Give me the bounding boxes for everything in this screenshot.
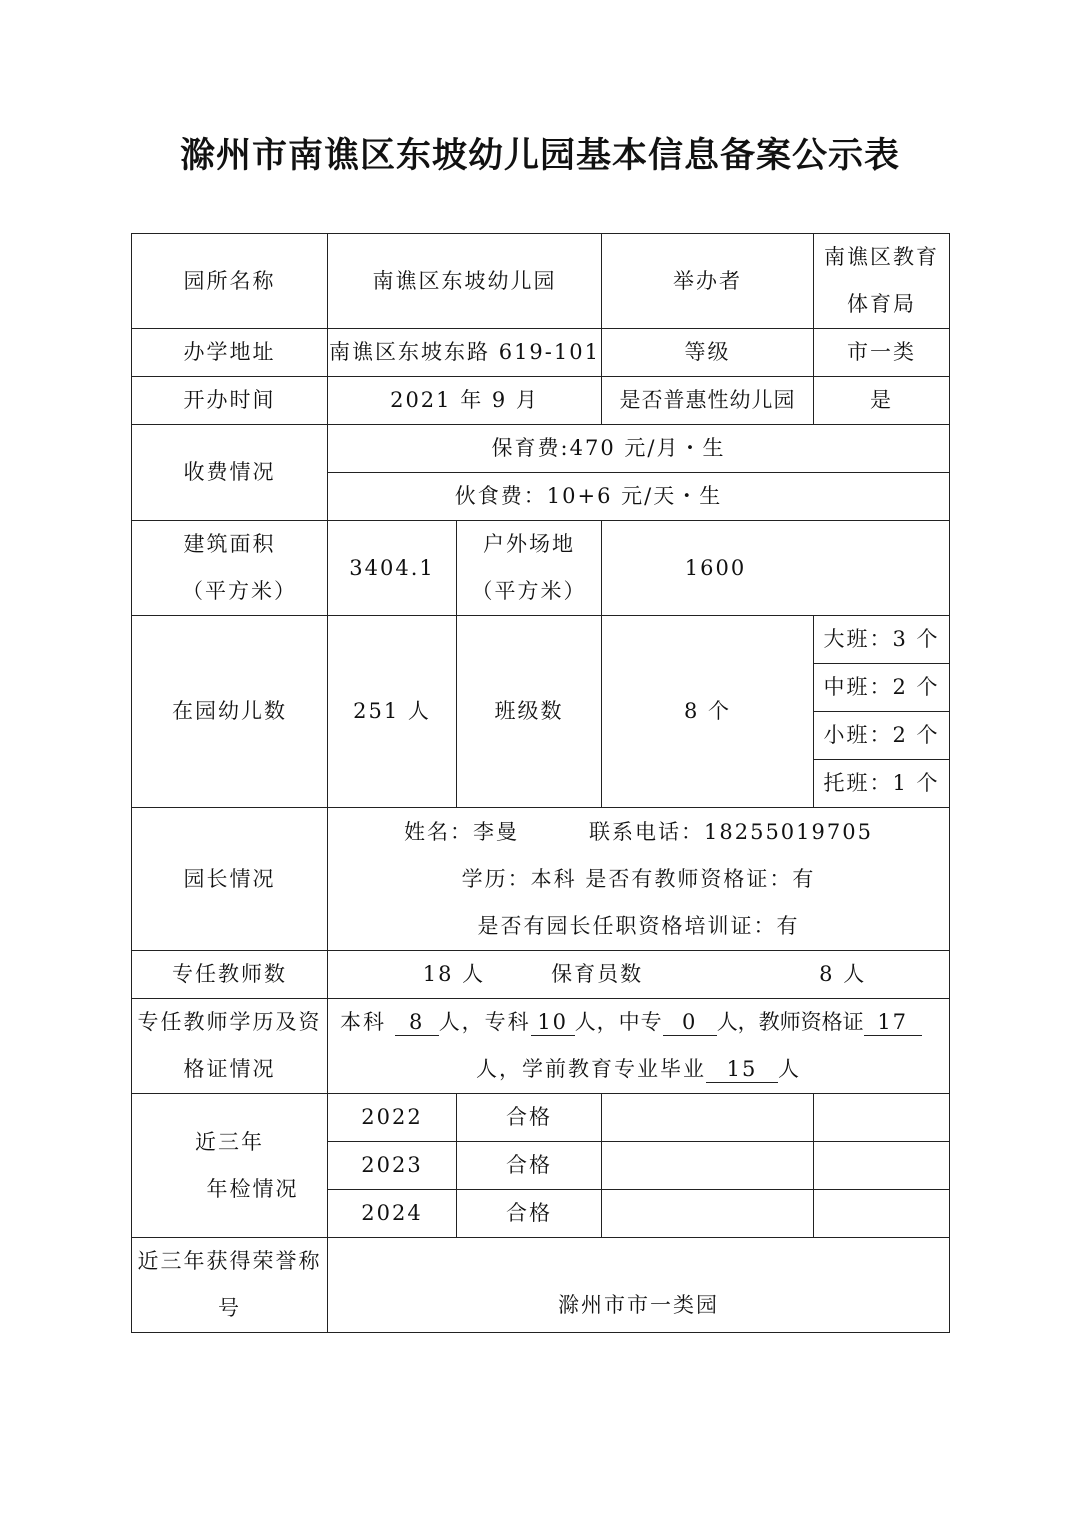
inspect-label [132, 1094, 328, 1238]
inspect-year-2022: 2022 [328, 1094, 457, 1142]
address-value: 南谯区东坡东路 619-101 [328, 329, 602, 377]
quals-text-3: 人，中专 [574, 1010, 663, 1034]
principal-line1 [328, 809, 949, 856]
quals-line2 [328, 1046, 949, 1093]
quals-value-bachelor: 8 [395, 1009, 439, 1036]
inspect-result-2024: 合格 [457, 1190, 602, 1238]
quals-value [328, 999, 950, 1094]
quals-value-preschool: 15 [706, 1056, 778, 1083]
name-value: 南谯区东坡幼儿园 [328, 234, 602, 329]
open-label: 开办时间 [132, 377, 328, 425]
principal-line3: 是否有园长任职资格培训证：有 [477, 913, 800, 938]
quals-text-4: 人，教师资格证 [716, 1010, 864, 1034]
outdoor-label-line1: 户外场地 [483, 532, 575, 556]
teachers-value: 18 人 [422, 962, 486, 986]
inspect-result-2022: 合格 [457, 1094, 602, 1142]
quals-label-line2: 格证情况 [183, 1057, 276, 1081]
honor-label-line2: 号 [218, 1296, 241, 1320]
grade-label: 等级 [602, 329, 814, 377]
fee-label: 收费情况 [132, 425, 328, 521]
inspect-result-2023: 合格 [457, 1142, 602, 1190]
principal-label: 园长情况 [132, 808, 328, 951]
principal-phone: 联系电话：18255019705 [589, 819, 873, 844]
inspect-empty-cell [602, 1142, 814, 1190]
staff-counts [328, 951, 950, 999]
quals-value-secondary: 0 [663, 1009, 717, 1036]
nurses-value: 8 人 [819, 962, 867, 986]
inclusive-value: 是 [814, 377, 950, 425]
quals-label-line1: 专任教师学历及资 [137, 1010, 322, 1034]
name-label: 园所名称 [132, 234, 328, 329]
info-table [131, 233, 950, 1333]
outdoor-value: 1600 [602, 521, 950, 616]
classes-value: 8 个 [602, 616, 814, 808]
organizer-value-line1: 南谯区教育 [824, 245, 939, 269]
inspect-label-line1: 近三年 [195, 1129, 264, 1154]
children-label: 在园幼儿数 [132, 616, 328, 808]
organizer-value [814, 234, 950, 329]
classes-label: 班级数 [457, 616, 602, 808]
quals-text-6: 人 [778, 1057, 801, 1081]
inspect-empty-cell [814, 1142, 950, 1190]
children-value: 251 人 [328, 616, 457, 808]
quals-text-5: 人，学前教育专业毕业 [476, 1057, 706, 1081]
fee-meal: 伙食费：10+6 元/天・生 [328, 473, 950, 521]
principal-line2: 学历：本科 是否有教师资格证：有 [461, 866, 816, 891]
quals-line1 [328, 999, 949, 1046]
honor-label [132, 1238, 328, 1333]
outdoor-label [457, 521, 602, 616]
quals-text-1: 本科 [340, 1010, 386, 1034]
inspect-year-2024: 2024 [328, 1190, 457, 1238]
teachers-label: 专任教师数 [132, 951, 328, 999]
principal-info [328, 808, 950, 951]
quals-value-certified: 17 [864, 1009, 922, 1036]
inspect-year-2023: 2023 [328, 1142, 457, 1190]
area-label-line1: 建筑面积 [183, 532, 276, 556]
class-nursery: 托班：1 个 [814, 760, 950, 808]
outdoor-label-line2: （平方米） [471, 579, 587, 603]
inspect-empty-cell [814, 1094, 950, 1142]
class-big: 大班：3 个 [814, 616, 950, 664]
quals-label [132, 999, 328, 1094]
organizer-label: 举办者 [602, 234, 814, 329]
open-value: 2021 年 9 月 [328, 377, 602, 425]
quals-text-2: 人，专科 [438, 1010, 531, 1034]
inspect-empty-cell [814, 1190, 950, 1238]
address-label: 办学地址 [132, 329, 328, 377]
honor-label-line1: 近三年获得荣誉称 [137, 1249, 322, 1273]
quals-value-college: 10 [531, 1009, 575, 1036]
principal-name: 姓名：李曼 [404, 819, 519, 844]
organizer-value-line2: 体育局 [847, 292, 916, 316]
area-label [132, 521, 328, 616]
area-label-line2: （平方米） [182, 579, 297, 603]
area-value: 3404.1 [328, 521, 457, 616]
inspect-label-line2: 年检情况 [206, 1176, 299, 1201]
fee-care: 保育费:470 元/月・生 [328, 425, 950, 473]
inclusive-label: 是否普惠性幼儿园 [602, 377, 814, 425]
class-mid: 中班：2 个 [814, 664, 950, 712]
class-small: 小班：2 个 [814, 712, 950, 760]
inspect-empty-cell [602, 1094, 814, 1142]
inspect-empty-cell [602, 1190, 814, 1238]
nurses-label: 保育员数 [551, 962, 644, 986]
page-title: 滁州市南谯区东坡幼儿园基本信息备案公示表 [179, 136, 900, 176]
grade-value: 市一类 [814, 329, 950, 377]
honor-value: 滁州市市一类园 [328, 1238, 950, 1333]
